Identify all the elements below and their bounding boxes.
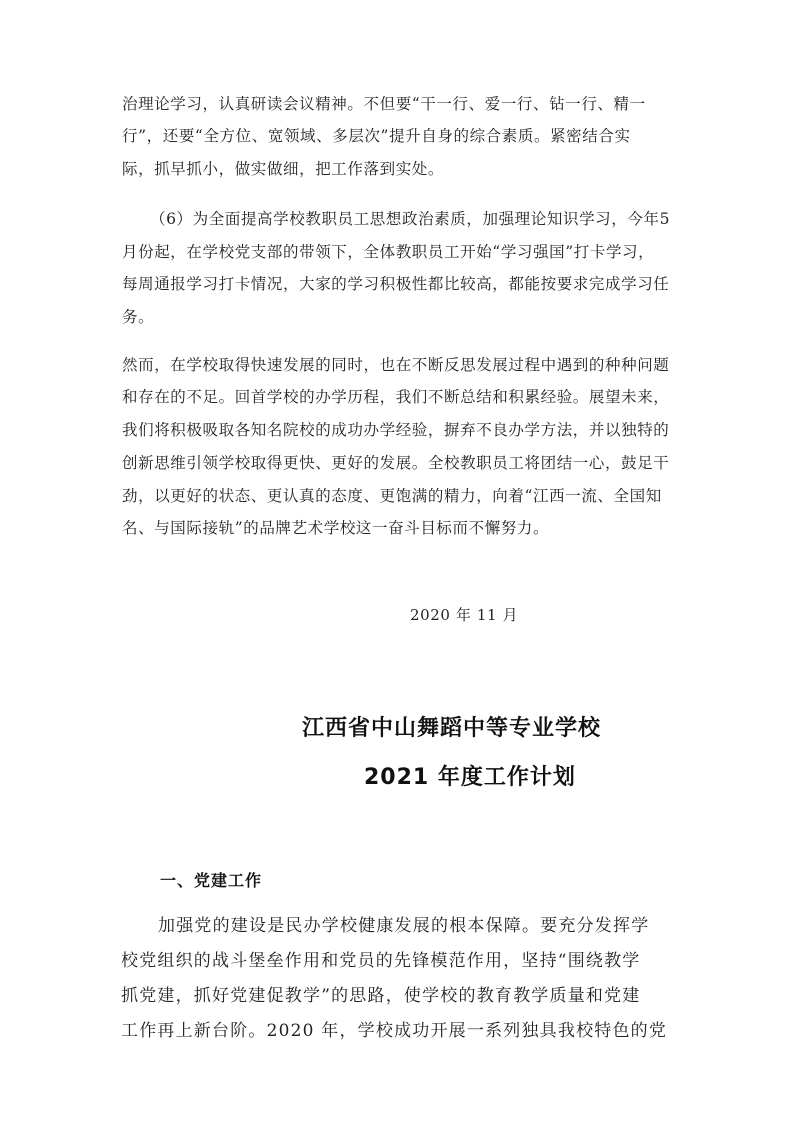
text-line: 名、与国际接轨”的品牌艺术学校这一奋斗目标而不懈努力。 (122, 519, 550, 537)
date-line: 2020 年 11 月 (410, 606, 519, 624)
text-line: 月份起，在学校党支部的带领下，全体教职员工开始“学习强国”打卡学习， (122, 243, 655, 261)
text-line: 工作再上新台阶。2020 年，学校成功开展一系列独具我校特色的党 (121, 1021, 668, 1041)
document-title: 江西省中山舞蹈中等专业学校 (302, 716, 602, 741)
text-line: 每周通报学习打卡情况，大家的学习积极性都比较高，都能按要求完成学习任 (122, 275, 670, 293)
text-line: 务。 (122, 308, 155, 326)
text-line: 治理论学习，认真研读会议精神。不但要“干一行、爱一行、钻一行、精一 (122, 95, 646, 113)
text-line: 然而，在学校取得快速发展的同时，也在不断反思发展过程中遇到的种种问题 (122, 356, 670, 374)
text-line: 际，抓早抓小，做实做细，把工作落到实处。 (122, 160, 445, 178)
text-line: 抓党建，抓好党建促教学”的思路，使学校的教育教学质量和党建 (121, 986, 641, 1006)
text-line: 我们将积极吸取各知名院校的成功办学经验，摒弃不良办学方法，并以独特的 (122, 421, 670, 439)
text-line: （6）为全面提高学校教职员工思想政治素质，加强理论知识学习，今年5 (150, 210, 671, 228)
text-line: 行”，还要“全方位、宽领域、多层次”提升自身的综合素质。紧密结合实 (122, 127, 631, 145)
section-heading: 一、党建工作 (160, 871, 263, 890)
text-line: 加强党的建设是民办学校健康发展的根本保障。要充分发挥学 (158, 916, 650, 936)
text-line: 校党组织的战斗堡垒作用和党员的先锋模范作用，坚持“围绕教学 (121, 951, 641, 971)
text-line: 劲，以更好的状态、更认真的态度、更饱满的精力，向着“江西一流、全国知 (122, 487, 662, 505)
text-line: 创新思维引领学校取得更快、更好的发展。全校教职员工将团结一心，鼓足干 (122, 454, 670, 472)
document-subtitle: 2021 年度工作计划 (364, 765, 576, 790)
text-line: 和存在的不足。回首学校的办学历程，我们不断总结和积累经验。展望未来， (122, 388, 670, 406)
